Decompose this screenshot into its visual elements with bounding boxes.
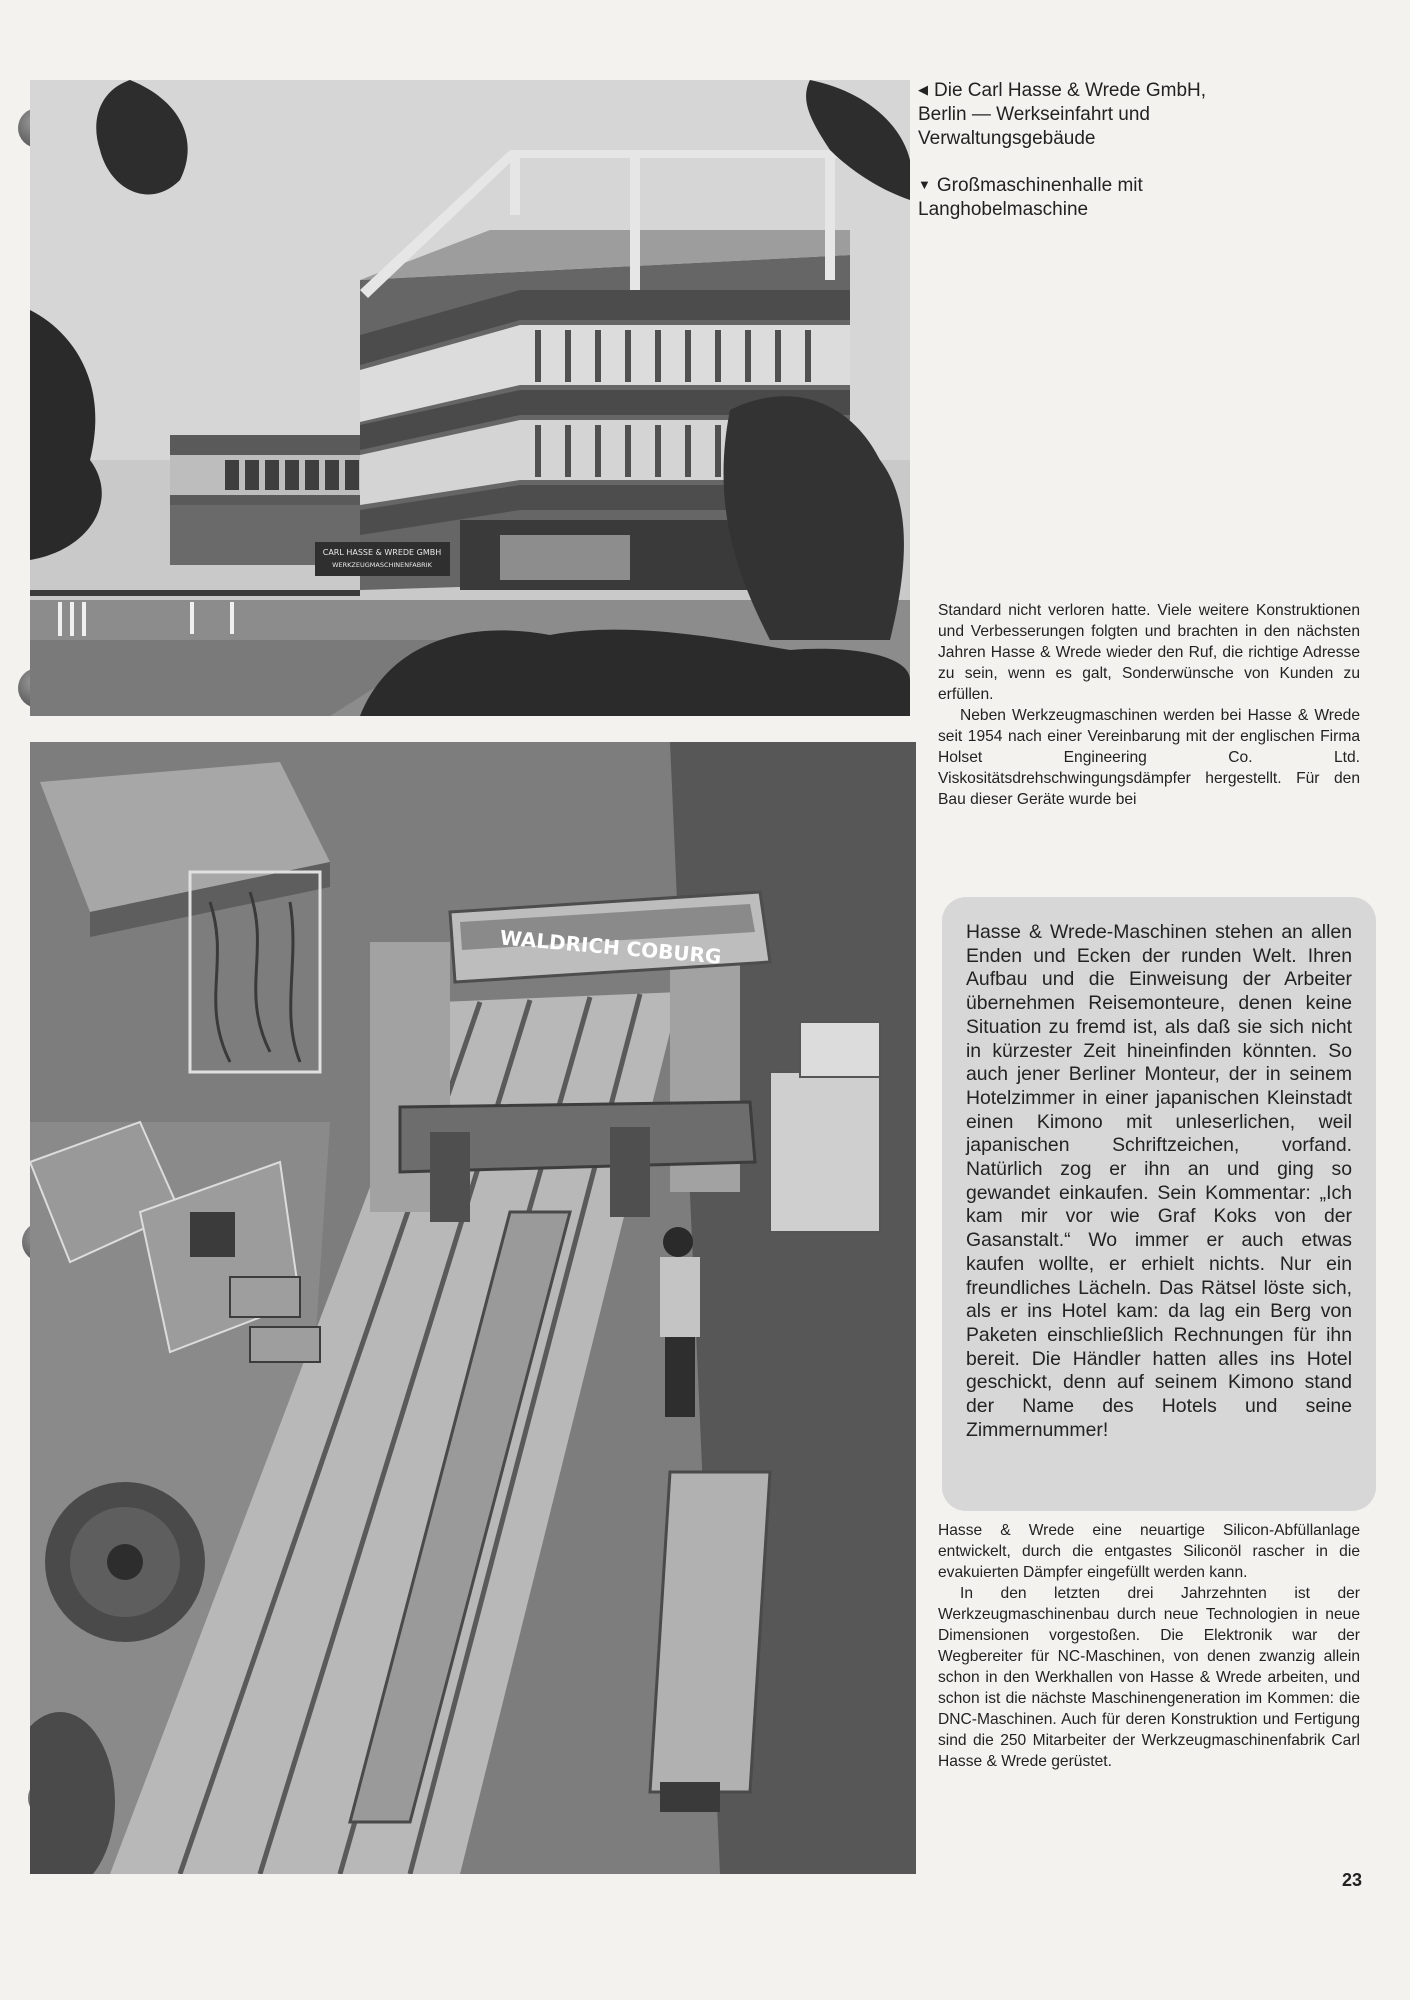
machine-hall-illustration [30, 742, 916, 1874]
anecdote-box [942, 897, 1376, 1511]
caption-arrow-down-icon: ▼ [918, 177, 931, 192]
anecdote-text: Hasse & Wrede-Maschinen stehen an allen Enden und Ecken der runden Welt. Ihren Aufbau und die Einweisung der Arbeiter übernehmen Reisemonteure, denen keine Situation zu fremd ist, als daß sie sich nicht in kürzester Zeit hineinfinden könnten. So auch jener Berliner Monteur, der in seinem Hotelzimmer in einer japanischen Kleinstadt einen Kimono mit unleserlichen, weil japanischen Schriftzeichen, vorfand. Natürlich zog er ihn an und ging so gewandet einkaufen. Sein Kommentar: „Ich kam mir vor wie Graf Koks von der Gasanstalt.“ Wo immer er auch etwas kaufen wollte, er erhielt nichts. Nur ein freundliches Lächeln. Das Rätsel löste sich, als er ins Hotel kam: da lag ein Berg von Paketen einschließlich Rechnungen für ihn bereit. Die Händler hatten alles ins Hotel geschickt, denn auf seinem Kimono stand der Name des Hotels und seine Zimmernummer! [966, 921, 1352, 1441]
body-text-bottom [938, 1520, 1360, 1772]
page-number: 23 [1342, 1870, 1363, 1890]
photo-machine-hall [30, 742, 916, 1874]
building-illustration [30, 80, 910, 716]
caption-building-text: Die Carl Hasse & Wrede GmbH, Berlin — Werkseinfahrt und Verwaltungsgebäude [918, 80, 1207, 149]
building-sign-line1: CARL HASSE & WREDE GMBH [322, 548, 442, 557]
caption-machine-hall-text: Großmaschinenhalle mit Langhobelmaschine [918, 175, 1143, 220]
machine-brand-text: WALDRICH COBURG [498, 925, 723, 969]
paragraph: Neben Werkzeugmaschinen werden bei Hasse & Wrede seit 1954 nach einer Vereinbarung mit der englischen Firma Holset Engineering Co. Ltd. Viskositätsdrehschwingungsdämpfer hergestellt. Für den Bau dieser Geräte wurde bei [938, 707, 1360, 808]
caption-machine-hall [918, 173, 1218, 222]
caption-building [918, 78, 1218, 151]
body-text-top [938, 600, 1360, 810]
caption-arrow-left-icon: ◀ [918, 82, 928, 97]
photo-captions [918, 78, 1218, 244]
paragraph: In den letzten drei Jahrzehnten ist der Werkzeugmaschinenbau durch neue Technologien in neue Dimensionen vorgestoßen. Die Elektronik war der Wegbereiter für NC-Maschinen, von denen zwanzig allein schon in den Werkhallen von Hasse & Wrede arbeiten, und schon ist die nächste Maschinengeneration im Kommen: die DNC-Maschinen. Auch für deren Konstruktion und Fertigung sind die 250 Mitarbeiter der Werkzeugmaschinenfabrik Carl Hasse & Wrede gerüstet. [938, 1585, 1360, 1770]
paragraph: Standard nicht verloren hatte. Viele weitere Konstruktionen und Verbesserungen folgten und brachten in den nächsten Jahren Hasse & Wrede wieder den Ruf, die richtige Adresse zu sein, wenn es galt, Sonderwünsche von Kunden zu erfüllen. [938, 602, 1360, 703]
photo-office-building [30, 80, 910, 716]
building-sign-line2: WERKZEUGMASCHINENFABRIK [332, 561, 432, 569]
paragraph: Hasse & Wrede eine neuartige Silicon-Abfüllanlage entwickelt, durch die entgastes Siliconöl rascher in die evakuierten Dämpfer eingefüllt werden kann. [938, 1522, 1360, 1581]
